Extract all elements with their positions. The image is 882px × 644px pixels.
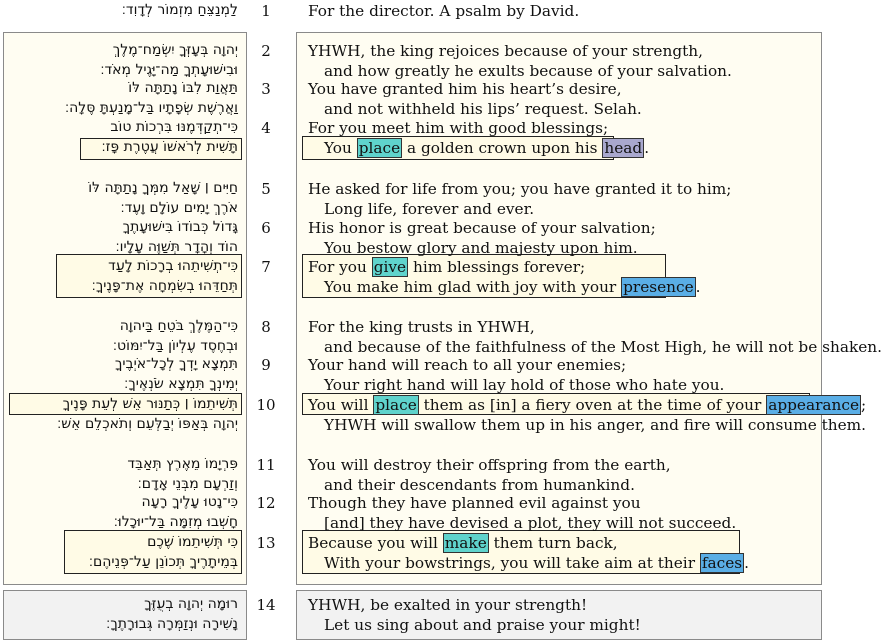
english-text: a golden crown upon his <box>402 139 603 157</box>
english-text: Your hand will reach to all your enemies; <box>308 356 627 374</box>
english-text: him blessings forever; <box>408 258 586 276</box>
english-text: You will <box>308 396 374 414</box>
hebrew-line: תַּאֲוַת לִבּוֹ נָתַתָּה לּוֹ <box>128 80 238 96</box>
keyword-highlight-teal: place <box>358 139 401 157</box>
keyword-highlight-teal: give <box>373 258 407 276</box>
english-text: YHWH, be exalted in your strength! <box>308 596 588 614</box>
keyword-highlight-teal: place <box>375 396 417 414</box>
verse-number-8: 8 <box>261 318 271 336</box>
verse-number-1: 1 <box>261 2 271 20</box>
english-text: [and] they have devised a plot, they will not succeed. <box>324 514 737 532</box>
english-text: He asked for life from you; you have granted it to him; <box>308 180 732 198</box>
english-line <box>308 476 635 494</box>
hebrew-line: וּבִישׁוּעָתְךָ מַה־יָּגֶיל מְאֹד׃ <box>100 62 238 78</box>
hebrew-line: יְמִינְךָ תִּמְצָא שֹׂנְאֶיךָ׃ <box>124 376 238 392</box>
keyword-highlight-teal: make <box>444 534 487 552</box>
english-line <box>308 258 585 276</box>
hebrew-line: כִּי־הַמֶּלֶךְ בֹּטֵחַ בַּיהוָה <box>119 318 238 334</box>
english-text: For the king trusts in YHWH, <box>308 318 535 336</box>
hebrew-line: אֹרֶךְ יָמִים עוֹלָם וָעֶד׃ <box>120 200 238 216</box>
verse-number-11: 11 <box>256 456 276 474</box>
english-line <box>308 180 731 198</box>
verse-number-3: 3 <box>261 80 271 98</box>
keyword-highlight-blue: appearance <box>768 396 859 414</box>
english-line <box>308 318 535 336</box>
keyword-highlight-purple: head <box>604 139 643 157</box>
verse-number-6: 6 <box>261 219 271 237</box>
english-text: For you meet him with good blessings; <box>308 119 609 137</box>
verse-number-2: 2 <box>261 42 271 60</box>
hebrew-line: וַאֲרֶשֶׁת שְׂפָתָיו בַּל־מָנַעְתָּ סֶּלָה׃ <box>65 100 238 116</box>
english-line <box>308 239 638 257</box>
english-line <box>308 278 701 296</box>
hebrew-line: כִּי־תְשִׁיתֵהוּ בְרָכוֹת לָעַד <box>108 258 238 274</box>
english-text: Though they have planned evil against you <box>308 494 641 512</box>
hebrew-line: יְהוָה בְּעָזְּךָ יִשְׂמַח־מֶלֶךְ <box>112 42 238 58</box>
english-line <box>308 42 703 60</box>
english-line <box>308 139 649 157</box>
english-line <box>308 494 641 512</box>
verse-number-12: 12 <box>256 494 276 512</box>
hebrew-line: תְּחַדֵּהוּ בְשִׂמְחָה אֶת־פָּנֶיךָ׃ <box>91 278 238 294</box>
hebrew-line: כִּי תְּשִׁיתֵמוֹ שֶׁכֶם <box>147 534 238 550</box>
english-text: . <box>644 139 650 157</box>
verse-number-7: 7 <box>261 258 271 276</box>
hebrew-line: חָשְׁבוּ מְזִמָּה בַּל־יוּכָלוּ׃ <box>113 514 238 530</box>
english-line <box>308 356 626 374</box>
english-line <box>308 534 618 552</box>
english-line <box>308 2 579 20</box>
english-text: and their descendants from humankind. <box>324 476 635 494</box>
english-text: You <box>324 139 357 157</box>
hebrew-line: גָּדוֹל כְּבוֹדוֹ בִּישׁוּעָתֶךָ <box>122 219 238 235</box>
hebrew-line: תָּשִׁית לְרֹאשׁוֹ עֲטֶרֶת פָּז׃ <box>101 139 238 155</box>
hebrew-line: תִּמְצָא יָדְךָ לְכָל־אֹיְבֶיךָ <box>114 356 238 372</box>
hebrew-line: הוֹד וְהָדָר תְּשַׁוֶּה עָלָיו׃ <box>115 239 238 255</box>
hebrew-line: כִּי־תְקַדְּמֶנּוּ בִּרְכוֹת טוֹב <box>110 119 238 135</box>
english-line <box>308 119 608 137</box>
english-text: them turn back, <box>488 534 618 552</box>
english-line <box>308 80 622 98</box>
verse-number-4: 4 <box>261 119 271 137</box>
english-line <box>308 62 732 80</box>
verse-number-5: 5 <box>261 180 271 198</box>
english-line <box>308 596 587 614</box>
english-text: and because of the faithfulness of the Most High, he will not be shaken. <box>324 338 882 356</box>
keyword-highlight-blue: presence <box>623 278 694 296</box>
hebrew-line: בְּמֵיתָרֶיךָ תְּכוֹנֵן עַל־פְּנֵיהֶם׃ <box>88 554 238 570</box>
english-line <box>308 100 642 118</box>
english-text: . <box>695 278 701 296</box>
english-text: Long life, forever and ever. <box>324 200 535 218</box>
english-line <box>308 376 724 394</box>
english-text: His honor is great because of your salvation; <box>308 219 656 237</box>
english-text: Let us sing about and praise your might! <box>324 616 641 634</box>
english-text: them as [in] a fiery oven at the time of your <box>418 396 767 414</box>
english-text: YHWH, the king rejoices because of your strength, <box>308 42 703 60</box>
english-text: You will destroy their offspring from the earth, <box>308 456 671 474</box>
keyword-highlight-blue: faces <box>701 554 743 572</box>
verse-number-14: 14 <box>256 596 276 614</box>
hebrew-line: חַיִּים ׀ שָׁאַל מִמְּךָ נָתַתָּה לּוֹ <box>88 180 238 196</box>
english-text: You bestow glory and majesty upon him. <box>324 239 638 257</box>
english-text: Because you will <box>308 534 443 552</box>
english-line <box>308 396 866 414</box>
english-line <box>308 514 736 532</box>
english-line <box>308 219 656 237</box>
english-text: For the director. A psalm by David. <box>308 2 580 20</box>
hebrew-line: כִּי־נָטוּ עָלֶיךָ רָעָה <box>141 494 238 510</box>
english-text: With your bowstrings, you will take aim at their <box>324 554 700 572</box>
english-line <box>308 200 534 218</box>
english-text: . <box>744 554 750 572</box>
hebrew-line: נָשִׁירָה וּנְזַמְּרָה גְּבוּרָתֶךָ׃ <box>106 616 238 632</box>
verse-number-13: 13 <box>256 534 276 552</box>
hebrew-line: תְּשִׁיתֵמוֹ ׀ כְּתַנּוּר אֵשׁ לְעֵת פָּנֶיךָ <box>62 396 238 412</box>
english-text: For you <box>308 258 372 276</box>
hebrew-line: לַמְנַצֵּחַ מִזְמוֹר לְדָוִד׃ <box>121 2 238 18</box>
english-line <box>308 616 641 634</box>
english-text: Your right hand will lay hold of those who hate you. <box>324 376 725 394</box>
english-text: YHWH will swallow them up in his anger, and fire will consume them. <box>324 416 867 434</box>
hebrew-line: יְהוָה בְּאַפּוֹ יְבַלְּעֵם וְתֹאכְלֵם אֵשׁ׃ <box>57 416 238 432</box>
english-text: and not withheld his lips’ request. Selah. <box>324 100 642 118</box>
english-line <box>308 338 882 356</box>
verse-number-9: 9 <box>261 356 271 374</box>
english-text: ; <box>861 396 867 414</box>
hebrew-line: וּבְחֶסֶד עֶלְיוֹן בַּל־יִמּוֹט׃ <box>112 338 238 354</box>
english-text: and how greatly he exults because of your salvation. <box>324 62 732 80</box>
hebrew-line: וְזַרְעָם מִבְּנֵי אָדָם׃ <box>137 476 238 492</box>
hebrew-line: פִּרְיָמוֹ מֵאֶרֶץ תְּאַבֵּד <box>127 456 238 472</box>
verse-number-10: 10 <box>256 396 276 414</box>
english-text: You make him glad with joy with your <box>324 278 622 296</box>
english-line <box>308 416 866 434</box>
english-text: You have granted him his heart’s desire, <box>308 80 622 98</box>
english-line <box>308 456 671 474</box>
english-line <box>308 554 749 572</box>
hebrew-line: רוּמָה יְהוָה בְעֻזֶּךָ <box>144 596 238 612</box>
